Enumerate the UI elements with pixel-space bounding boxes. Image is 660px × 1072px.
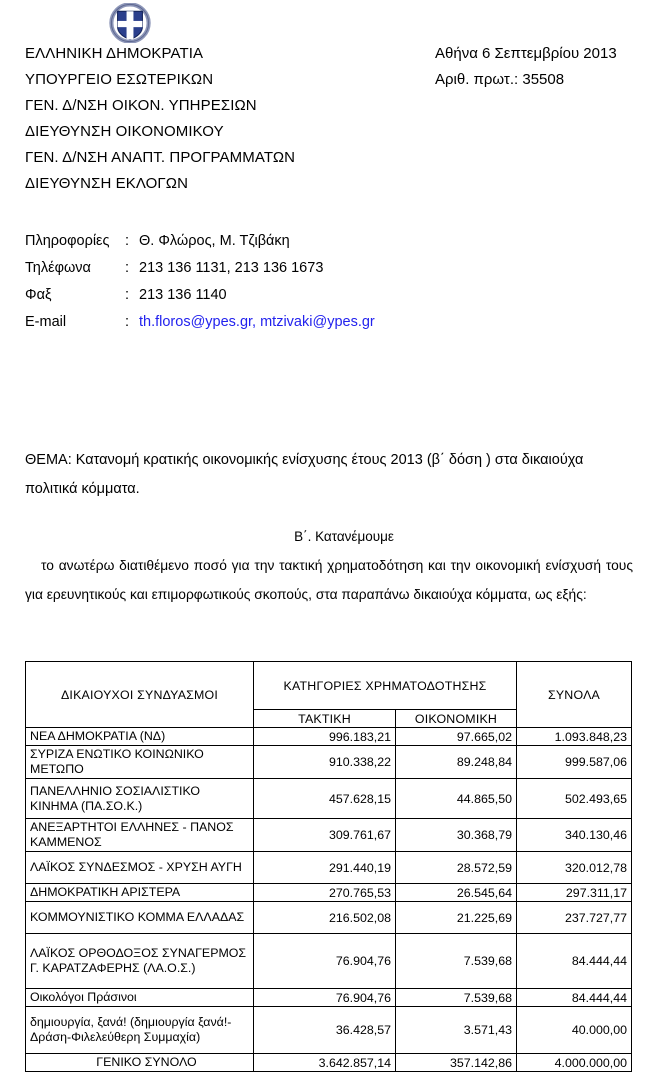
grand-total-economic: 357.142,86 [396, 1054, 517, 1072]
contact-block [25, 233, 545, 341]
subject-line: ΘΕΜΑ: Κατανομή κρατικής οικονομικής ενίσχυσης έτους 2013 (β΄ δόση ) στα δικαιούχα πολιτικά κόμματα. [25, 452, 584, 497]
amount-total: 320.012,78 [517, 852, 632, 884]
party-name: ΚΟΜΜΟΥΝΙΣΤΙΚΟ ΚΟΜΜΑ ΕΛΛΑΔΑΣ [26, 902, 254, 934]
contact-colon: : [125, 287, 130, 303]
amount-regular: 216.502,08 [254, 902, 396, 934]
amount-total: 340.130,46 [517, 819, 632, 852]
amount-economic: 30.368,79 [396, 819, 517, 852]
party-name: ΛΑΪΚΟΣ ΣΥΝΔΕΣΜΟΣ - ΧΡΥΣΗ ΑΥΓΗ [26, 852, 254, 884]
amount-total: 297.311,17 [517, 884, 632, 902]
contact-label-info: Πληροφορίες [25, 233, 110, 249]
header-beneficiaries: ΔΙΚΑΙΟΥΧΟΙ ΣΥΝΔΥΑΣΜΟΙ [26, 662, 254, 728]
party-name: ΝΕΑ ΔΗΜΟΚΡΑΤΙΑ (ΝΔ) [26, 728, 254, 746]
ministry-line-4: ΔΙΕΥΘΥΝΣΗ ΟΙΚΟΝΟΜΙΚΟΥ [25, 123, 224, 140]
ministry-line-2: ΥΠΟΥΡΓΕΙΟ ΕΣΩΤΕΡΙΚΩΝ [25, 71, 214, 88]
table-row [26, 989, 632, 1007]
table-row [26, 902, 632, 934]
amount-economic: 97.665,02 [396, 728, 517, 746]
amount-economic: 44.865,50 [396, 779, 517, 819]
amount-economic: 26.545,64 [396, 884, 517, 902]
amount-economic: 28.572,59 [396, 852, 517, 884]
table-row [26, 852, 632, 884]
table-row [26, 884, 632, 902]
amount-total: 1.093.848,23 [517, 728, 632, 746]
emblem-container [0, 2, 260, 44]
table-row [26, 746, 632, 779]
amount-economic: 7.539,68 [396, 934, 517, 989]
contact-colon: : [125, 260, 130, 276]
ministry-line-1: ΕΛΛΗΝΙΚΗ ΔΗΜΟΚΡΑΤΙΑ [25, 45, 204, 62]
contact-row-email [25, 314, 545, 341]
grand-total-regular: 3.642.857,14 [254, 1054, 396, 1072]
amount-regular: 309.761,67 [254, 819, 396, 852]
amount-regular: 291.440,19 [254, 852, 396, 884]
contact-colon: : [125, 314, 130, 330]
amount-regular: 76.904,76 [254, 989, 396, 1007]
grand-total-label: ΓΕΝΙΚΟ ΣΥΝΟΛΟ [26, 1054, 254, 1072]
amount-total: 999.587,06 [517, 746, 632, 779]
contact-value-fax: 213 136 1140 [139, 287, 227, 303]
amount-total: 237.727,77 [517, 902, 632, 934]
contact-value-email-link[interactable]: th.floros@ypes.gr, mtzivaki@ypes.gr [139, 314, 375, 330]
amount-regular: 996.183,21 [254, 728, 396, 746]
amount-total: 502.493,65 [517, 779, 632, 819]
table-total-row [26, 1054, 632, 1072]
header-regular: ΤΑΚΤΙΚΗ [254, 710, 396, 728]
contact-row-info [25, 233, 545, 260]
party-name: ΔΗΜΟΚΡΑΤΙΚΗ ΑΡΙΣΤΕΡΑ [26, 884, 254, 902]
document-date: Αθήνα 6 Σεπτεμβρίου 2013 [435, 45, 617, 62]
allocation-table [25, 661, 632, 1072]
amount-economic: 21.225,69 [396, 902, 517, 934]
letterhead-row [25, 175, 635, 201]
table-row [26, 819, 632, 852]
table-header-row [26, 662, 632, 710]
party-name: δημιουργία, ξανά! (δημιουργία ξανά!-Δράση-Φιλελεύθερη Συμμαχία) [26, 1007, 254, 1054]
header-totals: ΣΥΝΟΛΑ [517, 662, 632, 728]
amount-regular: 457.628,15 [254, 779, 396, 819]
contact-label-phone: Τηλέφωνα [25, 260, 91, 276]
contact-value-info: Θ. Φλώρος, Μ. Τζιβάκη [139, 233, 290, 249]
amount-economic: 7.539,68 [396, 989, 517, 1007]
amount-regular: 270.765,53 [254, 884, 396, 902]
ministry-line-3: ΓΕΝ. Δ/ΝΣΗ ΟΙΚΟΝ. ΥΠΗΡΕΣΙΩΝ [25, 97, 257, 114]
amount-total: 84.444,44 [517, 934, 632, 989]
amount-economic: 3.571,43 [396, 1007, 517, 1054]
letterhead-row [25, 123, 635, 149]
header-categories: ΚΑΤΗΓΟΡΙΕΣ ΧΡΗΜΑΤΟΔΟΤΗΣΗΣ [254, 662, 517, 710]
amount-total: 84.444,44 [517, 989, 632, 1007]
letterhead-row [25, 149, 635, 175]
contact-label-email: E-mail [25, 314, 67, 330]
body-paragraph: το ανωτέρω διατιθέμενο ποσό για την τακτική χρηματοδότηση και την οικονομική ενίσχυσή τους για ερευνητικούς και επιμορφωτικούς σκοπούς, στα παραπάνω δικαιούχα κόμματα, ως εξής: [25, 558, 633, 602]
grand-total-total: 4.000.000,00 [517, 1054, 632, 1072]
party-name: ΠΑΝΕΛΛΗΝΙΟ ΣΟΣΙΑΛΙΣΤΙΚΟ ΚΙΝΗΜΑ (ΠΑ.ΣΟ.Κ.) [26, 779, 254, 819]
table-row [26, 779, 632, 819]
letterhead [25, 45, 635, 201]
letterhead-row [25, 71, 635, 97]
ministry-line-5: ΓΕΝ. Δ/ΝΣΗ ΑΝΑΠΤ. ΠΡΟΓΡΑΜΜΑΤΩΝ [25, 149, 296, 166]
letterhead-row [25, 97, 635, 123]
greek-coat-of-arms-icon [109, 3, 151, 43]
amount-regular: 36.428,57 [254, 1007, 396, 1054]
letterhead-row [25, 45, 635, 71]
party-name: Οικολόγοι Πράσινοι [26, 989, 254, 1007]
ministry-line-6: ΔΙΕΥΘΥΝΣΗ ΕΚΛΟΓΩΝ [25, 175, 189, 192]
party-name: ΑΝΕΞΑΡΤΗΤΟΙ ΕΛΛΗΝΕΣ - ΠΑΝΟΣ ΚΑΜΜΕΝΟΣ [26, 819, 254, 852]
protocol-number: Αριθ. πρωτ.: 35508 [435, 71, 565, 88]
party-name: ΣΥΡΙΖΑ ΕΝΩΤΙΚΟ ΚΟΙΝΩΝΙΚΟ ΜΕΤΩΠΟ [26, 746, 254, 779]
amount-total: 40.000,00 [517, 1007, 632, 1054]
amount-regular: 76.904,76 [254, 934, 396, 989]
contact-colon: : [125, 233, 130, 249]
header-economic: ΟΙΚΟΝΟΜΙΚΗ [396, 710, 517, 728]
contact-value-phone: 213 136 1131, 213 136 1673 [139, 260, 324, 276]
party-name: ΛΑΪΚΟΣ ΟΡΘΟΔΟΞΟΣ ΣΥΝΑΓΕΡΜΟΣ Γ. ΚΑΡΑΤΖΑΦΕΡΗΣ (ΛΑ.Ο.Σ.) [26, 934, 254, 989]
contact-row-phone [25, 260, 545, 287]
contact-row-fax [25, 287, 545, 314]
section-heading: Β΄. Κατανέμουμε [294, 529, 394, 544]
table-row [26, 934, 632, 989]
amount-regular: 910.338,22 [254, 746, 396, 779]
table-row [26, 728, 632, 746]
amount-economic: 89.248,84 [396, 746, 517, 779]
contact-label-fax: Φαξ [25, 287, 52, 303]
table-row [26, 1007, 632, 1054]
